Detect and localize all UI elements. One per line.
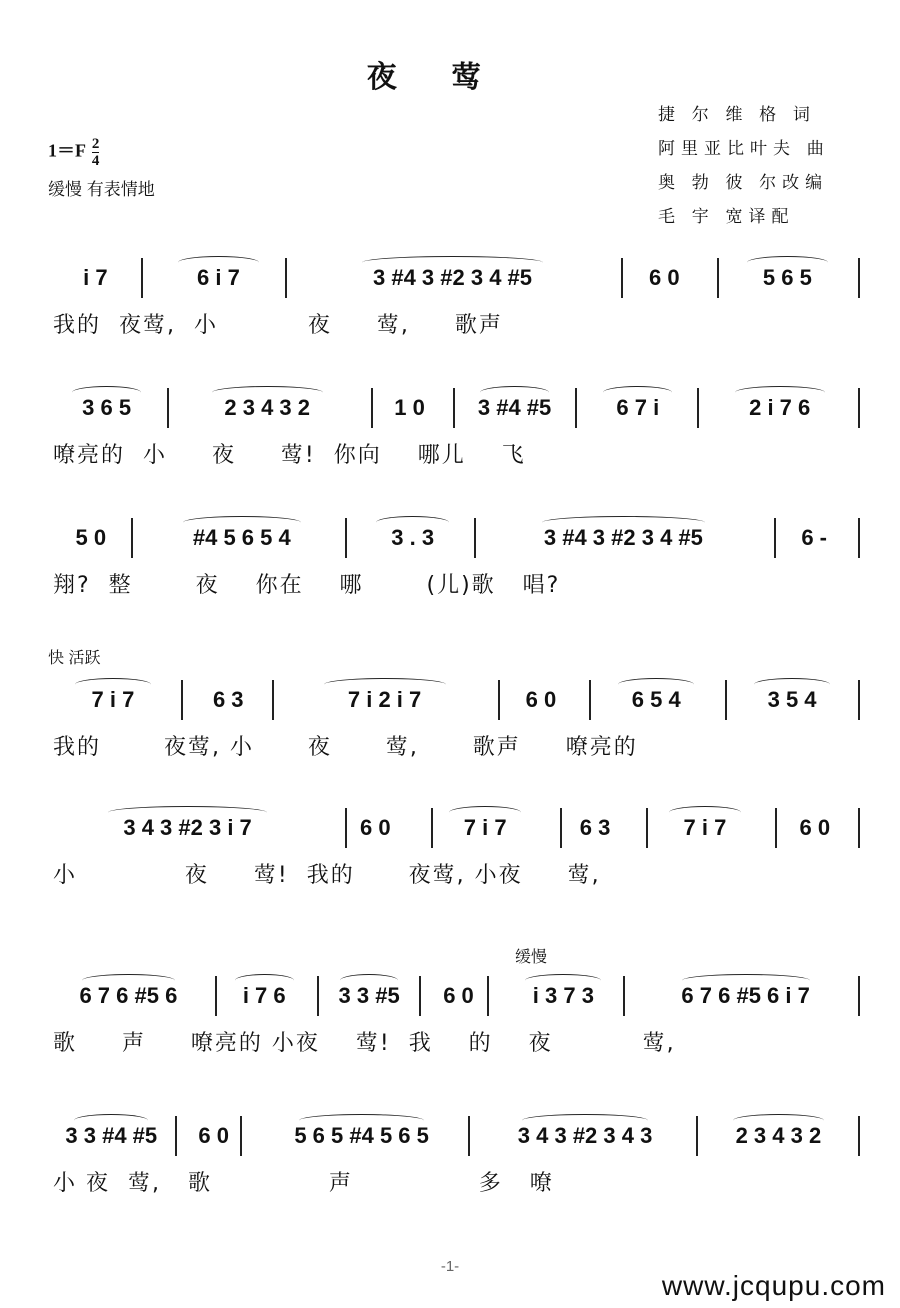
measure-notes: 7 i 7 [463,815,507,840]
measure-notes: 6 7 i [616,395,660,420]
measure-notes: 3 #4 3 #2 3 4 #5 [372,265,533,290]
slur-mark [74,1114,148,1127]
lyrics-line: 小 夜 莺, 歌 声 多 嘹 [53,1171,554,1196]
measure-notes: i 3 7 3 [532,983,594,1008]
measure [768,522,860,554]
measure [631,980,860,1012]
measure [770,812,860,844]
slur-mark [340,974,399,987]
slur-mark [669,806,741,819]
slur-mark [603,386,672,399]
time-signature [92,136,100,169]
credit-arranger: 奥 勃 彼 尔改编 [658,173,829,192]
note-row [45,522,860,554]
measure [212,980,317,1012]
slur-mark [72,386,141,399]
slur-mark [747,256,828,269]
slur-mark [522,1114,647,1127]
measure-notes: 3 4 3 #2 3 4 3 [517,1123,653,1148]
measure-notes: 1 0 [394,395,425,420]
slur-mark [735,386,825,399]
measure-notes: 6 - [801,525,828,550]
measure-notes: 6 0 [443,983,474,1008]
measure [45,980,212,1012]
measure-notes: 6 0 [198,1123,230,1148]
measure-notes: 6 7 6 #5 6 i 7 [681,983,810,1008]
score-system [45,380,860,480]
measure [45,392,168,424]
measure [366,392,453,424]
slur-mark [449,806,521,819]
key-signature [48,136,99,169]
measure-notes: 6 3 [212,687,244,712]
credit-lyricist: 捷 尔 维 格 词 [658,105,816,124]
measure-notes: i 7 6 [242,983,286,1008]
lyrics-line: 翔? 整 夜 你在 哪 (儿)歌 唱? [53,573,561,598]
slur-mark [733,1114,824,1127]
note-row [45,1120,860,1152]
measure-notes: 3 . 3 [391,525,435,550]
slur-mark [178,256,259,269]
measure [291,262,614,294]
measure-notes: 7 i 2 i 7 [347,687,422,712]
slur-mark [235,974,294,987]
slur-mark [376,516,450,529]
measure-notes: 2 i 7 6 [749,395,811,420]
note-row [45,392,860,424]
slur-mark [618,678,694,691]
slur-mark [324,678,446,691]
measure [45,1120,178,1152]
measure-notes: 6 0 [799,815,831,840]
measure-notes: 3 3 #5 [338,983,400,1008]
note-row [45,812,860,844]
page-number: -1- [440,1258,460,1275]
lyrics-line: 小 夜 莺! 我的 夜莺, 小夜 莺, [53,863,601,888]
measure [697,1120,860,1152]
key-prefix: 1＝F [48,140,86,161]
section3-marking: 缓慢 [515,949,548,966]
measure-notes: 2 3 4 3 2 [735,1123,822,1148]
measure [614,262,715,294]
time-bottom: 4 [91,153,100,169]
measure [45,522,137,554]
slur-mark [108,806,268,819]
measure [422,980,496,1012]
measure [276,684,494,716]
measure [588,684,724,716]
slur-mark [682,974,810,987]
measure-notes: #4 5 6 5 4 [192,525,291,550]
measure [178,1120,250,1152]
slur-mark [183,516,301,529]
note-row [45,684,860,716]
score-system [45,800,860,900]
measure [45,812,330,844]
measure-notes: i 7 [83,265,108,290]
lyrics-line: 嘹亮的 小 夜 莺! 你向 哪儿 飞 [53,443,526,468]
slur-mark [299,1114,424,1127]
slur-mark [82,974,175,987]
measure [330,812,420,844]
measure-notes: 3 #4 3 #2 3 4 #5 [543,525,703,550]
measure [550,812,640,844]
measure-notes: 6 0 [649,265,680,290]
slur-mark [525,974,601,987]
score-system [45,1108,860,1208]
time-top: 2 [91,136,100,152]
credits-block [658,100,858,236]
measure-notes: 3 4 3 #2 3 i 7 [123,815,252,840]
measure-notes: 3 6 5 [82,395,132,420]
measure [478,522,768,554]
slur-mark [754,678,830,691]
song-title: 夜 莺 [366,60,504,95]
measure-notes: 6 5 4 [631,687,681,712]
measure [493,684,588,716]
watermark: www.jcqupu.com [661,1270,886,1301]
lyrics-line: 我的 夜莺, 小 夜 莺, 歌声 [53,313,503,338]
slur-mark [75,678,151,691]
measure [473,1120,696,1152]
measure [420,812,549,844]
section2-marking: 快 活跃 [48,650,101,667]
score-system [45,968,860,1068]
measure [724,684,860,716]
measure [317,980,422,1012]
measure-notes: 3 #4 #5 [477,395,552,420]
measure [715,262,860,294]
slur-mark [362,256,543,269]
measure-notes: 5 0 [75,525,107,550]
measure [137,522,347,554]
measure [45,262,146,294]
score-system [45,510,860,610]
measure-notes: 3 5 4 [767,687,817,712]
measure-notes: 5 6 5 #4 5 6 5 [294,1123,429,1148]
measure [45,684,181,716]
measure-notes: 2 3 4 3 2 [224,395,311,420]
measure [250,1120,473,1152]
measure [699,392,860,424]
measure-notes: 7 i 7 [683,815,727,840]
credit-composer: 阿里亚比叶夫 曲 [658,139,830,158]
measure-notes: 6 0 [360,815,391,840]
measure [347,522,479,554]
note-row [45,980,860,1012]
measure-notes: 6 7 6 #5 6 [79,983,178,1008]
measure [168,392,366,424]
measure-notes: 5 6 5 [762,265,812,290]
score-system [45,672,860,772]
measure [576,392,699,424]
note-row [45,262,860,294]
measure [495,980,631,1012]
tempo-marking: 缓慢 有表情地 [48,180,155,199]
slur-mark [542,516,704,529]
credit-translator: 毛 宇 宽译配 [658,207,795,226]
lyrics-line: 我的 夜莺, 小 夜 莺, 歌声 嘹亮的 [53,735,638,760]
measure-notes: 6 i 7 [197,265,240,290]
measure [181,684,276,716]
measure [640,812,769,844]
measure [146,262,291,294]
slur-mark [212,386,323,399]
measure [453,392,576,424]
slur-mark [480,386,549,399]
measure-notes: 6 3 [579,815,611,840]
measure-notes: 3 3 #4 #5 [65,1123,158,1148]
score-system [45,250,860,350]
measure-notes: 7 i 7 [91,687,135,712]
measure-notes: 6 0 [525,687,557,712]
lyrics-line: 歌 声 嘹亮的 小夜 莺! 我 的 夜 莺, [53,1031,676,1056]
